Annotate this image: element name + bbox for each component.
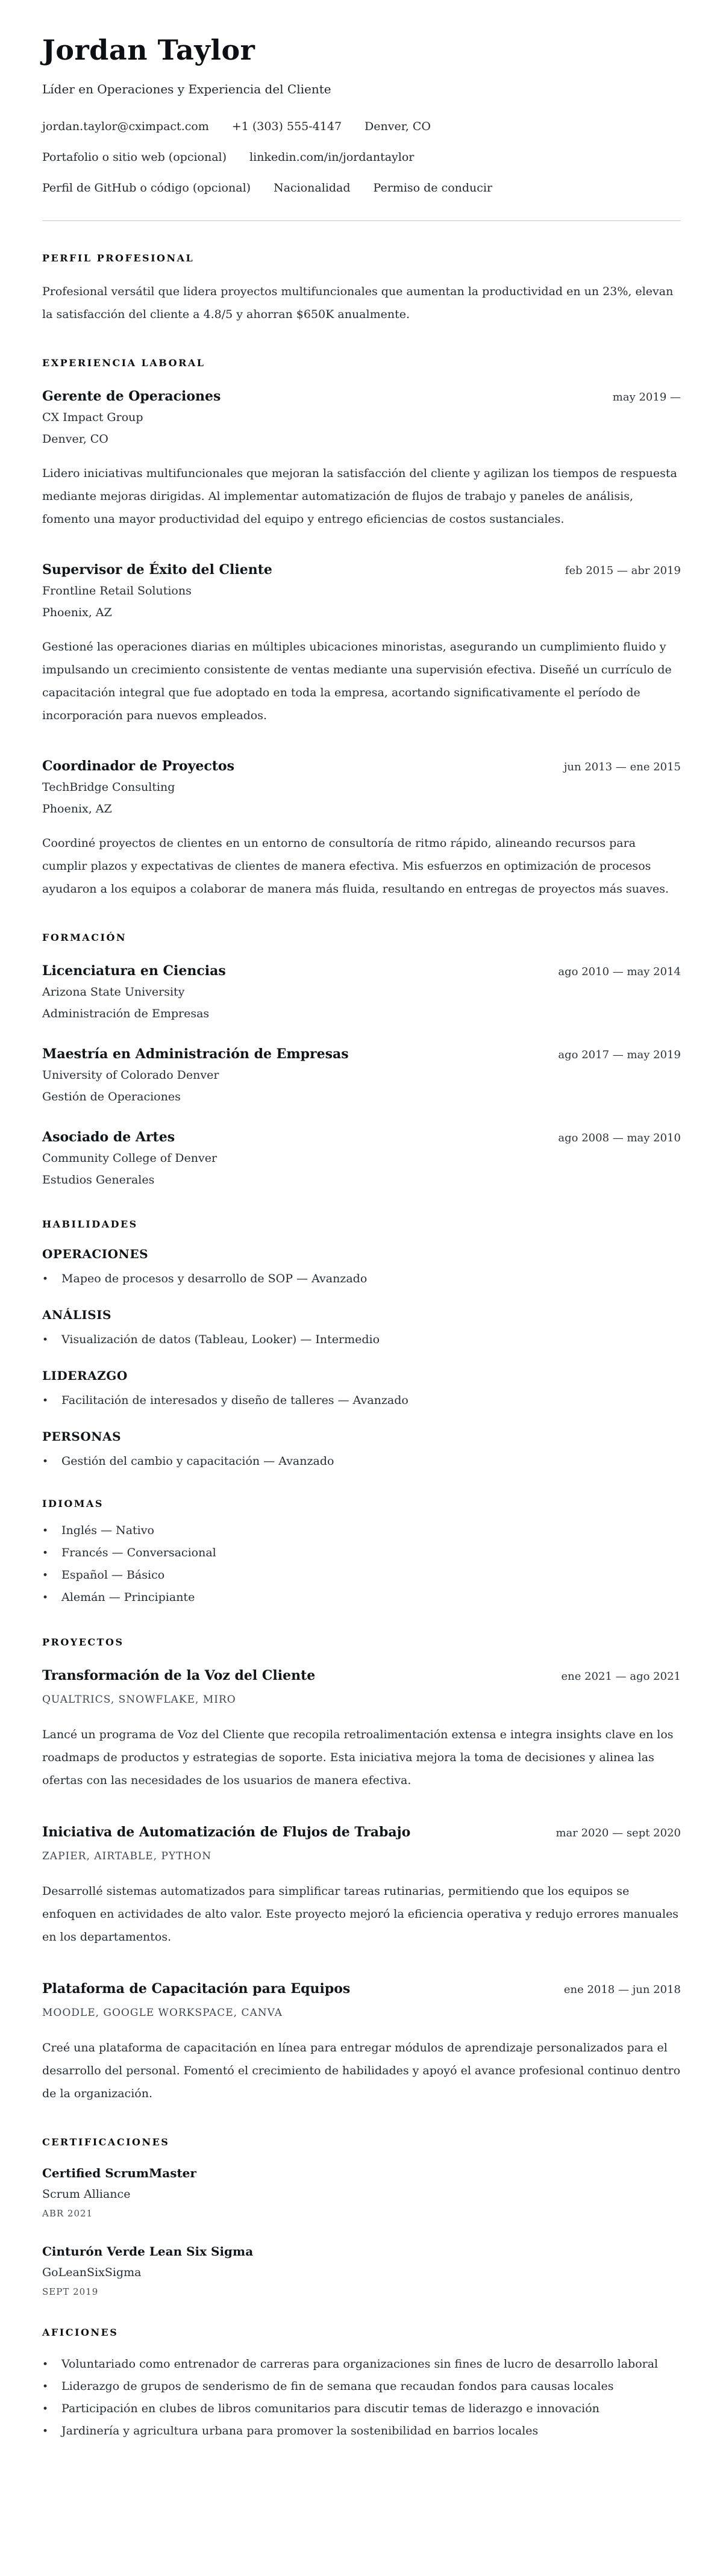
header-divider: [42, 220, 681, 221]
skill-item: [42, 1332, 681, 1347]
degree-entry: [42, 962, 681, 1021]
job-dates: feb 2015 — abr 2019: [565, 564, 681, 577]
hobby-item: [42, 2375, 681, 2398]
degree-head: [42, 962, 681, 980]
job-head: [42, 561, 681, 579]
degree-field: Administración de Empresas: [42, 1007, 210, 1020]
degree-head: [42, 1045, 681, 1063]
degree-school: University of Colorado Denver: [42, 1068, 219, 1082]
job-company: CX Impact Group: [42, 411, 143, 424]
job-head: [42, 387, 681, 405]
section-education: [42, 932, 681, 1187]
section-heading-skills: HABILIDADES: [42, 1218, 138, 1230]
skill-item: [42, 1271, 681, 1286]
degree-title: Licenciatura en Ciencias: [42, 963, 226, 979]
skill-group: [42, 1246, 681, 1286]
skill-group: [42, 1307, 681, 1347]
project-title: Transformación de la Voz del Cliente: [42, 1668, 316, 1683]
project-description: Lancé un programa de Voz del Cliente que recopila retroalimentación extensa e integra insights clave en los roadmaps de productos y estrategias de soporte. Esta iniciativa mejora la toma de decisiones y alinea las ofertas con las necesidades de los usuarios de manera efectiva.: [42, 1728, 674, 1787]
degree-school: Community College of Denver: [42, 1152, 218, 1165]
hobby-item-text: Voluntariado como entrenador de carreras para organizaciones sin fines de lucro de desarrollo laboral: [61, 2357, 659, 2371]
section-heading-certifications: CERTIFICACIONES: [42, 2136, 170, 2148]
job-description: Gestioné las operaciones diarias en múltiples ubicaciones minoristas, asegurando un cumplimiento fluido y impulsando un crecimiento consistente de ventas mediante una supervisión efectiva. Diseñé un currículo de capacitación integral que fue adoptado en toda la empresa, acortando significativamente el período de incorporación para nuevos empleados.: [42, 640, 672, 722]
skill-group: [42, 1368, 681, 1408]
job-entry: [42, 561, 681, 727]
cert-issuer: GoLeanSixSigma: [42, 2266, 142, 2279]
section-heading-projects: PROYECTOS: [42, 1636, 124, 1648]
language-list: [42, 1523, 681, 1605]
project-description: Creé una plataforma de capacitación en línea para entregar módulos de aprendizaje personalizados para el desarrollo del personal. Fomentó el crecimiento de habilidades y apoyó el avance profesional continuo dentro de la organización.: [42, 2041, 681, 2100]
project-entry: [42, 1823, 681, 1948]
cert-name: Certified ScrumMaster: [42, 2166, 196, 2180]
section-heading-experience: EXPERIENCIA LABORAL: [42, 357, 205, 369]
job-location: Phoenix, AZ: [42, 606, 112, 619]
degree-field: Estudios Generales: [42, 1173, 155, 1187]
hobby-item: [42, 2420, 681, 2442]
project-entry: [42, 1667, 681, 1792]
degree-title: Asociado de Artes: [42, 1129, 175, 1145]
section-skills: [42, 1218, 681, 1469]
job-dates: may 2019 —: [612, 391, 681, 404]
section-heading-hobbies: AFICIONES: [42, 2327, 119, 2338]
resume-header: [42, 34, 681, 221]
project-head: [42, 1980, 681, 1998]
language-item-text: Francés — Conversacional: [61, 1546, 216, 1559]
project-tools: QUALTRICS, SNOWFLAKE, MIRO: [42, 1694, 236, 1706]
skill-group: [42, 1429, 681, 1469]
hobby-item: [42, 2353, 681, 2375]
skill-group-name: ANÁLISIS: [42, 1308, 111, 1322]
candidate-name: Jordan Taylor: [42, 34, 255, 66]
degree-dates: ago 2008 — may 2010: [558, 1132, 681, 1144]
contact-location: Denver, CO: [365, 120, 431, 133]
language-item-text: Alemán — Principiante: [61, 1591, 195, 1604]
hobby-item-text: Liderazgo de grupos de senderismo de fin de semana que recaudan fondos para causas locales: [61, 2380, 614, 2393]
cert-name: Cinturón Verde Lean Six Sigma: [42, 2244, 254, 2259]
language-item-text: Español — Básico: [61, 1568, 165, 1582]
language-item: [42, 1568, 681, 1583]
hobby-list: [42, 2353, 681, 2442]
contact-driving-license: Permiso de conducir: [373, 181, 493, 195]
cert-date: ABR 2021: [42, 2208, 93, 2219]
project-description: Desarrollé sistemas automatizados para simplificar tareas rutinarias, permitiendo que los equipos se enfoquen en actividades de alto valor. Este proyecto mejoró la eficiencia operativa y redujo errores manuales en los departamentos.: [42, 1885, 679, 1944]
degree-dates: ago 2017 — may 2019: [558, 1049, 681, 1061]
project-head: [42, 1823, 681, 1841]
skill-item: [42, 1393, 681, 1408]
hobby-item: [42, 2398, 681, 2420]
section-hobbies: [42, 2327, 681, 2442]
cert-issuer: Scrum Alliance: [42, 2188, 131, 2201]
language-item: [42, 1545, 681, 1561]
project-title: Plataforma de Capacitación para Equipos: [42, 1981, 351, 1997]
section-heading-languages: IDIOMAS: [42, 1498, 104, 1509]
section-profile: [42, 252, 681, 326]
contact-row-2: [42, 150, 681, 164]
project-tools: MOODLE, GOOGLE WORKSPACE, CANVA: [42, 2007, 283, 2019]
job-company: TechBridge Consulting: [42, 781, 175, 794]
project-entry: [42, 1980, 681, 2105]
job-entry: [42, 387, 681, 531]
language-item-text: Inglés — Nativo: [61, 1524, 154, 1537]
job-title: Coordinador de Proyectos: [42, 758, 234, 774]
job-dates: jun 2013 — ene 2015: [563, 761, 681, 773]
language-item: [42, 1523, 681, 1538]
contact-row-3: [42, 181, 681, 195]
skill-group-name: PERSONAS: [42, 1429, 122, 1444]
language-item: [42, 1590, 681, 1605]
contact-linkedin: linkedin.com/in/jordantaylor: [249, 151, 415, 164]
job-entry: [42, 757, 681, 900]
section-experience: [42, 357, 681, 900]
candidate-title: Líder en Operaciones y Experiencia del Cliente: [42, 82, 331, 96]
job-title: Supervisor de Éxito del Cliente: [42, 562, 272, 578]
cert-entry: [42, 2165, 681, 2219]
cert-date: SEPT 2019: [42, 2286, 99, 2297]
project-title: Iniciativa de Automatización de Flujos de Trabajo: [42, 1824, 411, 1840]
project-dates: mar 2020 — sept 2020: [556, 1827, 681, 1839]
hobby-item-text: Jardinería y agricultura urbana para promover la sostenibilidad en barrios locales: [61, 2424, 539, 2437]
section-certifications: [42, 2136, 681, 2298]
project-tools: ZAPIER, AIRTABLE, PYTHON: [42, 1850, 212, 1862]
job-location: Phoenix, AZ: [42, 802, 112, 816]
skill-group-name: OPERACIONES: [42, 1247, 149, 1261]
job-location: Denver, CO: [42, 432, 108, 446]
project-dates: ene 2018 — jun 2018: [563, 1983, 681, 1996]
contact-github: Perfil de GitHub o código (opcional): [42, 181, 251, 195]
degree-school: Arizona State University: [42, 985, 185, 999]
job-description: Coordiné proyectos de clientes en un entorno de consultoría de ritmo rápido, alineando recursos para cumplir plazos y expectativas de clientes de manera efectiva. Mis esfuerzos en optimización de procesos ayudaron a los equipos a colaborar de manera más fluida, resultando en entregas de proyectos más suaves.: [42, 837, 669, 896]
skill-group-name: LIDERAZGO: [42, 1368, 128, 1383]
section-heading-profile: PERFIL PROFESIONAL: [42, 252, 195, 264]
project-dates: ene 2021 — ago 2021: [561, 1670, 681, 1683]
job-company: Frontline Retail Solutions: [42, 584, 192, 597]
degree-head: [42, 1128, 681, 1146]
section-languages: [42, 1498, 681, 1605]
contact-email: jordan.taylor@cximpact.com: [42, 120, 209, 133]
skill-item-text: Visualización de datos (Tableau, Looker) — Intermedio: [61, 1333, 380, 1346]
degree-field: Gestión de Operaciones: [42, 1090, 181, 1103]
degree-entry: [42, 1128, 681, 1187]
project-head: [42, 1667, 681, 1685]
job-description: Lidero iniciativas multifuncionales que mejoran la satisfacción del cliente y agilizan los tiempos de respuesta mediante mejoras dirigidas. Al implementar automatización de flujos de trabajo y paneles de análisis, fomento una mayor productividad del equipo y entrego eficiencias de costos sustanciales.: [42, 467, 677, 526]
job-title: Gerente de Operaciones: [42, 388, 221, 404]
degree-entry: [42, 1045, 681, 1104]
skill-item-text: Facilitación de interesados y diseño de talleres — Avanzado: [61, 1394, 408, 1407]
section-heading-education: FORMACIÓN: [42, 932, 127, 943]
profile-summary: Profesional versátil que lidera proyectos multifuncionales que aumentan la productividad en un 23%, elevan la satisfacción del cliente a 4.8/5 y ahorran $650K anualmente.: [42, 285, 674, 321]
degree-dates: ago 2010 — may 2014: [558, 965, 681, 978]
degree-title: Maestría en Administración de Empresas: [42, 1046, 349, 1062]
contact-portfolio: Portafolio o sitio web (opcional): [42, 151, 227, 164]
contact-phone: +1 (303) 555-4147: [231, 120, 342, 133]
skill-item-text: Mapeo de procesos y desarrollo de SOP — Avanzado: [61, 1272, 368, 1285]
section-projects: [42, 1636, 681, 2105]
hobby-item-text: Participación en clubes de libros comunitarios para discutir temas de liderazgo e innovación: [61, 2402, 599, 2415]
skill-item: [42, 1454, 681, 1469]
contact-row-1: [42, 119, 681, 134]
skill-item-text: Gestión del cambio y capacitación — Avanzado: [61, 1455, 334, 1468]
job-head: [42, 757, 681, 775]
contact-nationality: Nacionalidad: [274, 181, 351, 195]
cert-entry: [42, 2244, 681, 2298]
